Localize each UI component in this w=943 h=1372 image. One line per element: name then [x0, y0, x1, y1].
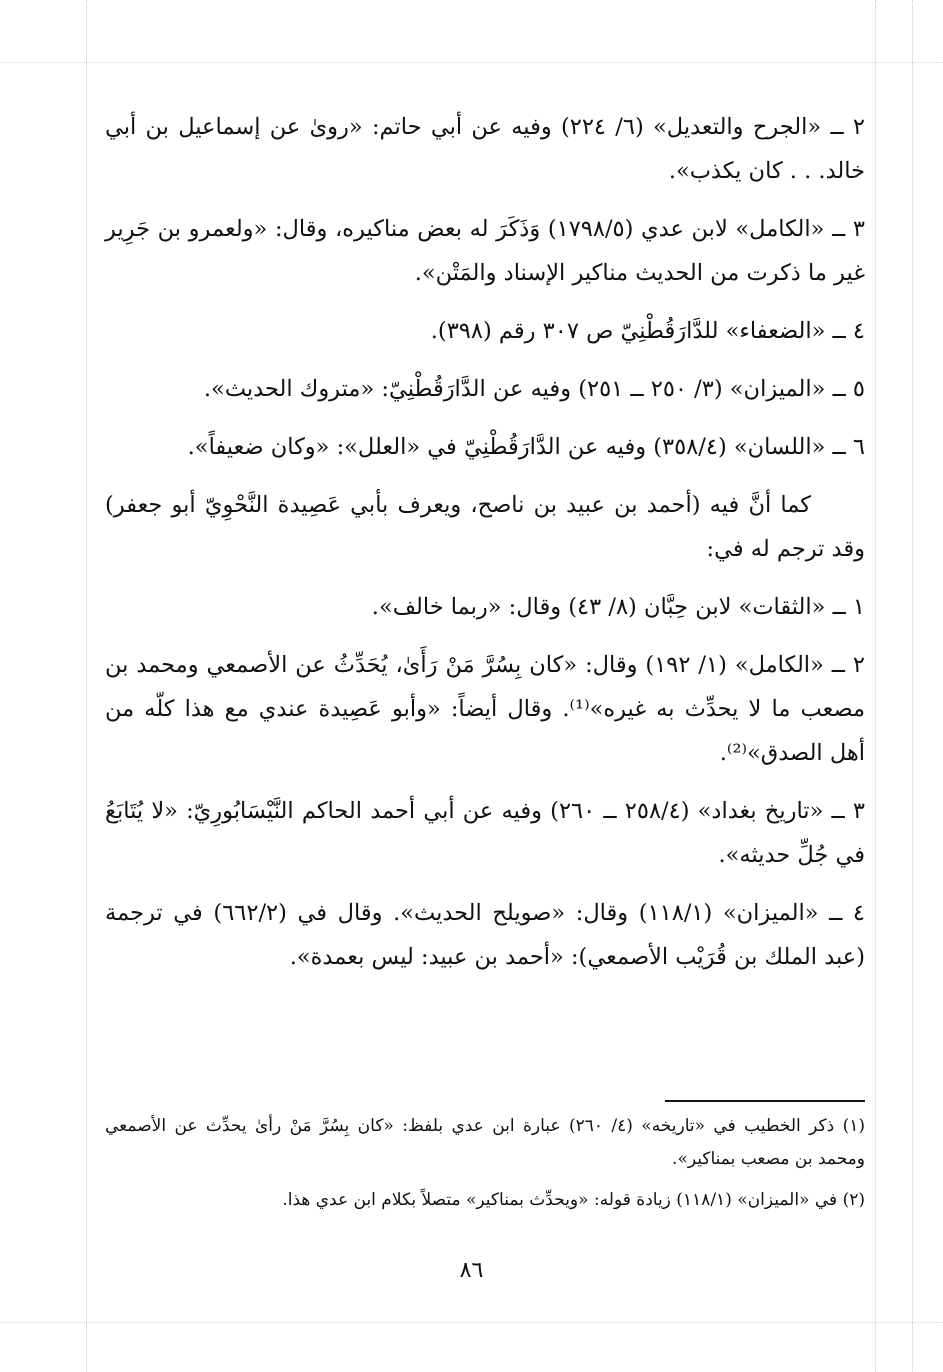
scan-guide-right [875, 0, 876, 1372]
paragraph-item-5-mizan: ٥ ــ «الميزان» (٣/ ٢٥٠ ــ ٢٥١) وفيه عن الدَّارَقُطْنِيّ: «متروك الحديث». [203, 376, 865, 402]
scan-guide-right-outer [912, 0, 913, 1372]
footnote-separator [665, 1100, 865, 1102]
paragraph-item-6-lisan: ٦ ــ «اللسان» (٣٥٨/٤) وفيه عن الدَّارَقُطْنِيّ في «العلل»: «وكان ضعيفاً». [187, 434, 865, 460]
page-body [105, 105, 865, 993]
footnotes [105, 1110, 865, 1225]
footnote-1: (١) ذكر الخطيب في «تاريخه» (٤/ ٢٦٠) عبارة ابن عدي بلفظ: «كان بِسُرَّ مَنْ رأىٰ يحدِّث عن الأصمعي ومحمد بن مصعب بمناكير». [105, 1116, 865, 1169]
paragraph-item-3-tarikh: ٣ ــ «تاريخ بغداد» (٢٥٨/٤ ــ ٢٦٠) وفيه عن أبي أحمد الحاكم النَّيْسَابُورِيّ: «لا يُتَابَعُ في جُلِّ حديثه». [105, 798, 865, 868]
paragraph-item-4-duafa: ٤ ــ «الضعفاء» للدَّارَقُطْنِيّ ص ٣٠٧ رقم (٣٩٨). [430, 318, 865, 344]
scan-guide-bottom [0, 1322, 943, 1323]
footnote-2: (٢) في «الميزان» (١١٨/١) زيادة قوله: «ويحدِّث بمناكير» متصلاً بكلام ابن عدي هذا. [282, 1190, 865, 1210]
paragraph-item-2-jarh: ٢ ــ «الجرح والتعديل» (٦/ ٢٢٤) وفيه عن أبي حاتم: «روىٰ عن إسماعيل بن أبي خالد. . . كان يكذب». [105, 114, 866, 184]
page-number: ٨٦ [459, 1258, 484, 1283]
paragraph-item-3-kamil: ٣ ــ «الكامل» لابن عدي (١٧٩٨/٥) وَذَكَرَ له بعض مناكيره، وقال: «ولعمرو بن جَرِير غير ما ذكرت من الحديث مناكير الإسناد والمَتْن». [105, 216, 865, 286]
paragraph-intro-ahmad: كما أنَّ فيه (أحمد بن عبيد بن ناصح، ويعرف بأبي عَصِيدة النَّحْوِيّ أبو جعفر) وقد ترجم له في: [105, 492, 865, 562]
paragraph-item-4-mizan: ٤ ــ «الميزان» (١١٨/١) وقال: «صويلح الحديث». وقال في (٦٦٢/٢) في ترجمة (عبد الملك بن قُرَيْب الأصمعي): «أحمد بن عبيد: ليس بعمدة». [105, 900, 866, 970]
scan-guide-top [0, 62, 943, 63]
paragraph-item-1-thiqat: ١ ــ «الثقات» لابن حِبَّان (٨/ ٤٣) وقال: «ربما خالف». [371, 594, 865, 620]
scan-guide-left [86, 0, 87, 1372]
paragraph-item-2-kamil: ٢ ــ «الكامل» (١/ ١٩٢) وقال: «كان بِسُرَّ مَنْ رَأَىٰ، يُحَدِّثُ عن الأصمعي ومحمد بن مصعب ما لا يحدِّث به غيره»⁽¹⁾. وقال أيضاً: «وأبو عَصِيدة عندي مع هذا كلّه من أهل الصدق»⁽²⁾. [105, 652, 866, 766]
